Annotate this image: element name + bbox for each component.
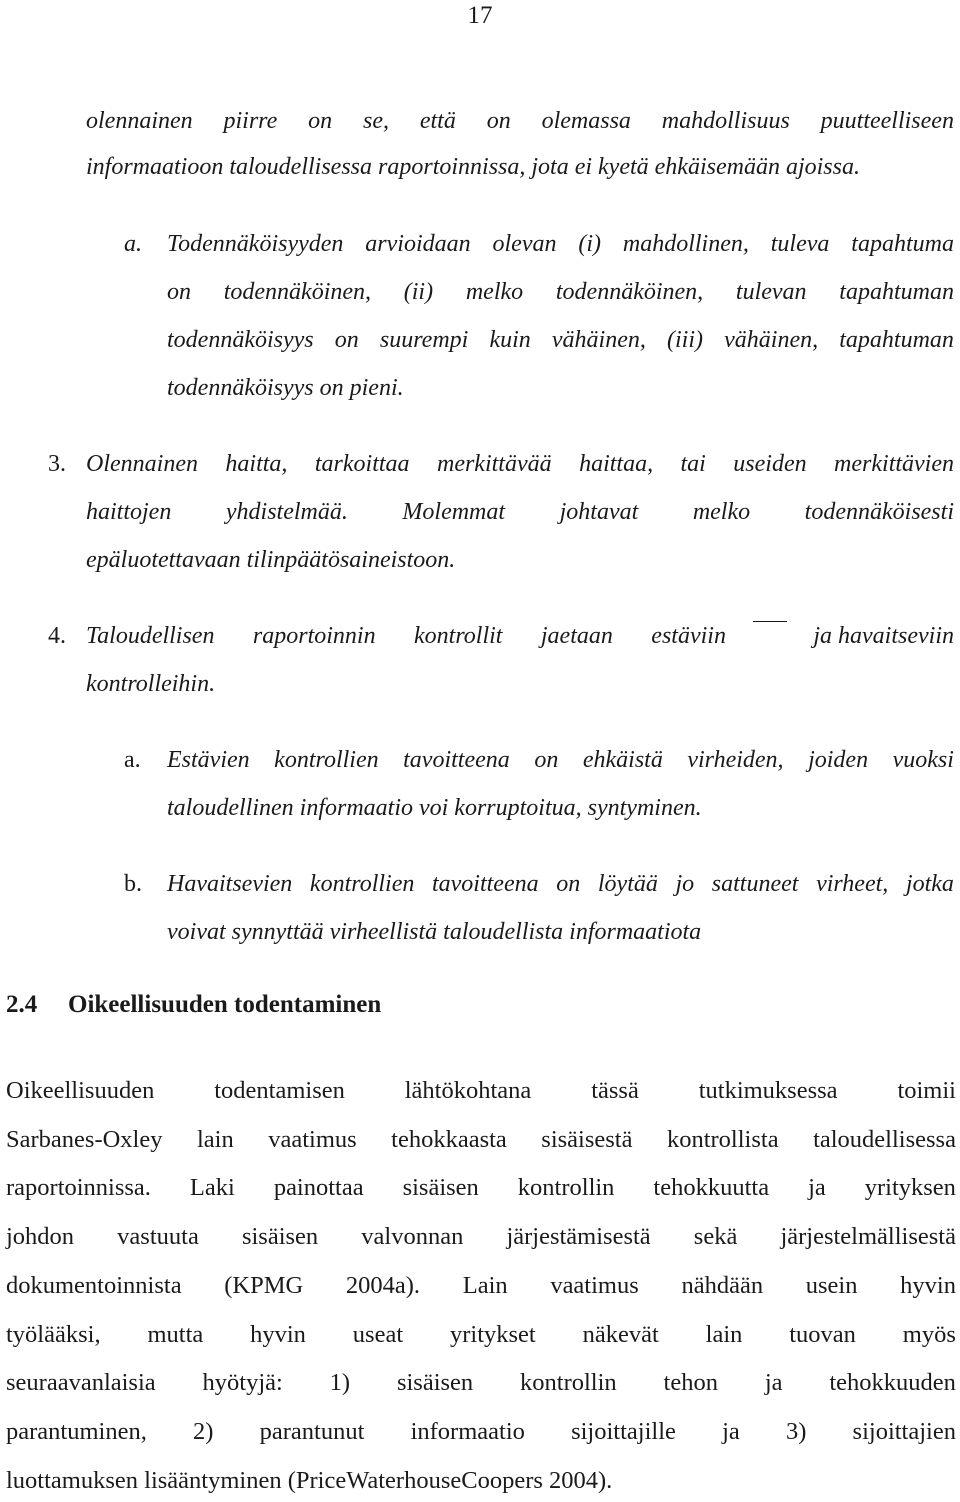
word: tutkimuksessa <box>698 1077 838 1104</box>
list-marker: b. <box>124 871 142 897</box>
paragraph-line <box>6 1222 956 1252</box>
word: kontrollien <box>274 747 379 773</box>
word: todennäköinen, <box>223 279 372 305</box>
word: ja <box>764 1369 783 1397</box>
word: todennäköisyys <box>167 327 314 353</box>
word: tehokkaasta <box>391 1125 507 1153</box>
list-item-line <box>167 745 954 775</box>
word: tuleva <box>770 231 830 257</box>
list-item-line: voivat synnyttää virheellistä taloudellista informaatiota <box>167 919 702 945</box>
word: sisäisen <box>396 1369 474 1397</box>
word: tapahtuman <box>839 327 954 353</box>
word: todennäköisesti <box>804 499 954 525</box>
word: dokumentoinnista <box>6 1271 182 1299</box>
word: tapahtuman <box>839 279 954 305</box>
word: estäviin <box>651 623 726 649</box>
line-words: ja havaitseviin <box>813 623 954 649</box>
word: jaetaan <box>540 623 613 649</box>
word: on <box>534 747 559 773</box>
word: Molemmat <box>402 499 506 525</box>
word: jo <box>675 871 695 897</box>
word: melko <box>692 499 751 525</box>
word: sijoittajille <box>571 1417 676 1445</box>
word: taloudellisessa <box>813 1125 956 1153</box>
list-marker: 3. <box>48 451 66 477</box>
word: 1) <box>329 1369 351 1397</box>
word: useiden <box>733 451 807 477</box>
paragraph-line <box>6 1173 956 1203</box>
word: haittaa, <box>579 451 654 477</box>
word: tulevan <box>735 279 807 305</box>
list-item-line <box>86 621 954 651</box>
word: haittojen <box>86 499 172 525</box>
word: useat <box>352 1320 404 1348</box>
word: lain <box>705 1320 743 1348</box>
word: tai <box>680 451 706 477</box>
word: kuin <box>489 327 531 353</box>
word: on <box>334 327 359 353</box>
list-item-line <box>167 229 954 259</box>
word: yritykset <box>449 1320 536 1348</box>
word: vastuuta <box>117 1223 199 1251</box>
word: Todennäköisyyden <box>167 231 344 257</box>
word: järjestelmällisestä <box>780 1223 956 1251</box>
word: (ii) <box>403 279 434 305</box>
word: Lain <box>462 1271 508 1299</box>
word: painottaa <box>273 1174 364 1202</box>
word: virheiden, <box>687 747 784 773</box>
word: valvonnan <box>361 1223 464 1251</box>
word: tavoitteena <box>431 871 539 897</box>
word: mutta <box>147 1320 204 1348</box>
word: johtavat <box>559 499 639 525</box>
word: vähäinen, <box>724 327 819 353</box>
word: Taloudellisen <box>86 623 215 649</box>
word: 2004a). <box>345 1271 421 1299</box>
word: tavoitteena <box>403 747 510 773</box>
word: mahdollinen, <box>622 231 749 257</box>
list-item-line: epäluotettavaan tilinpäätösaineistoon. <box>86 547 456 573</box>
word: vaatimus <box>550 1271 639 1299</box>
word: parantunut <box>259 1417 365 1445</box>
word: kontrollin <box>520 1369 617 1397</box>
word: raportoinnin <box>252 623 376 649</box>
word: työlääksi, <box>6 1320 101 1348</box>
word: 3) <box>785 1417 807 1445</box>
word: usein <box>805 1271 858 1299</box>
list-item-line: taloudellinen informaatio voi korruptoitua, syntyminen. <box>167 795 702 821</box>
paragraph-line <box>6 1417 956 1447</box>
word: (iii) <box>667 327 704 353</box>
word: on <box>556 871 581 897</box>
list-item-line <box>167 325 954 355</box>
word: tarkoittaa <box>314 451 410 477</box>
list-item-line <box>86 497 954 527</box>
word: tapahtuma <box>851 231 954 257</box>
word: hyötyjä: <box>202 1369 283 1397</box>
page-number: 17 <box>467 2 493 29</box>
word: Olennainen <box>86 451 198 477</box>
word: arvioidaan <box>365 231 471 257</box>
word: jotka <box>905 871 954 897</box>
word: vaatimus <box>268 1125 357 1153</box>
word: näkevät <box>582 1320 659 1348</box>
word: Estävien <box>167 747 250 773</box>
word: yrityksen <box>864 1174 956 1202</box>
word: merkittävää <box>436 451 552 477</box>
word: että <box>419 108 456 134</box>
word: suurempi <box>379 327 469 353</box>
word: sattuneet <box>711 871 799 897</box>
word: informaatio <box>410 1417 525 1445</box>
word: ja <box>722 1417 740 1445</box>
word: löytää <box>597 871 658 897</box>
word: kontrollit <box>414 623 503 649</box>
word: on <box>486 108 511 134</box>
word: ehkäistä <box>582 747 663 773</box>
word: tässä <box>591 1077 639 1104</box>
word: vuoksi <box>892 747 954 773</box>
word: lain <box>196 1125 234 1153</box>
word: kontrollien <box>309 871 415 897</box>
word: todentamisen <box>214 1077 345 1104</box>
word: piirre <box>223 108 278 134</box>
paragraph-line <box>6 1125 956 1155</box>
word: (i) <box>578 231 602 257</box>
word: olevan <box>492 231 557 257</box>
word: melko <box>465 279 524 305</box>
list-item-line <box>86 449 954 479</box>
word: seuraavanlaisia <box>6 1369 156 1397</box>
list-marker: a. <box>124 231 142 257</box>
word: toimii <box>897 1077 956 1104</box>
word: merkittävien <box>834 451 954 477</box>
section-number: 2.4 <box>6 991 38 1018</box>
word: Havaitsevien <box>167 871 293 897</box>
word: nähdään <box>681 1271 764 1299</box>
word: tehon <box>663 1369 718 1397</box>
word: se, <box>363 108 389 134</box>
word: tehokkuutta <box>653 1174 770 1202</box>
section-heading <box>6 989 381 1021</box>
word: hyvin <box>250 1320 306 1348</box>
section-title: Oikeellisuuden todentaminen <box>68 991 382 1018</box>
word: ja <box>808 1174 826 1202</box>
word: lähtökohtana <box>404 1077 532 1104</box>
paragraph-line <box>6 1271 956 1301</box>
word: yhdistelmää. <box>225 499 348 525</box>
word: kontrollista <box>666 1125 779 1153</box>
em-dash <box>753 621 787 651</box>
word: vähäinen, <box>551 327 646 353</box>
word: myös <box>902 1320 956 1348</box>
line-words <box>86 621 726 651</box>
list-item-line: kontrolleihin. <box>86 671 216 697</box>
list-item-line <box>167 869 954 899</box>
word: haitta, <box>225 451 288 477</box>
paragraph-line <box>6 1368 956 1398</box>
list-item-line: todennäköisyys on pieni. <box>167 375 404 401</box>
list-marker: 4. <box>48 623 66 649</box>
word: sekä <box>693 1223 738 1251</box>
word: järjestämisestä <box>506 1223 651 1251</box>
list-marker: a. <box>124 747 141 773</box>
intro-line: informaatioon taloudellisessa raportoinnissa, jota ei kyetä ehkäisemään ajoissa. <box>86 154 860 180</box>
word: Sarbanes-Oxley <box>6 1125 163 1153</box>
list-item-line <box>167 277 954 307</box>
word: parantuminen, <box>6 1417 147 1445</box>
word: Laki <box>189 1174 235 1202</box>
word: johdon <box>6 1223 75 1251</box>
word: 2) <box>193 1417 214 1445</box>
word: olennainen <box>86 108 193 134</box>
word: todennäköinen, <box>555 279 704 305</box>
intro-line <box>86 106 954 136</box>
word: tehokkuuden <box>829 1369 956 1397</box>
word: virheet, <box>816 871 889 897</box>
word: raportoinnissa. <box>6 1174 151 1202</box>
word: sisäisen <box>241 1223 319 1251</box>
word: kontrollin <box>517 1174 615 1202</box>
word: olemassa <box>541 108 631 134</box>
word: Oikeellisuuden <box>6 1077 155 1104</box>
word: on <box>167 279 191 305</box>
word: on <box>308 108 333 134</box>
word: hyvin <box>900 1271 956 1299</box>
word: sijoittajien <box>852 1417 956 1445</box>
word: puutteelliseen <box>820 108 954 134</box>
word: tuovan <box>789 1320 856 1348</box>
word: mahdollisuus <box>661 108 790 134</box>
word: sisäisestä <box>541 1125 633 1153</box>
paragraph-line <box>6 1320 956 1350</box>
paragraph-line: luottamuksen lisääntyminen (PriceWaterhouseCoopers 2004). <box>6 1466 613 1494</box>
paragraph-line <box>6 1076 956 1106</box>
word: joiden <box>808 747 869 773</box>
word: (KPMG <box>224 1271 304 1299</box>
word: sisäisen <box>402 1174 479 1202</box>
